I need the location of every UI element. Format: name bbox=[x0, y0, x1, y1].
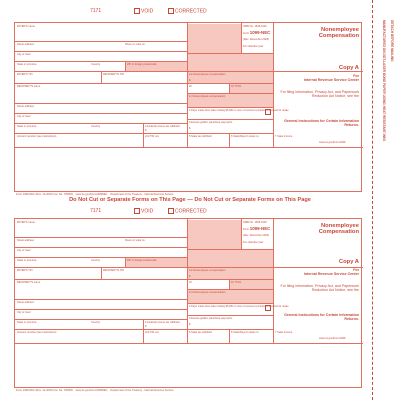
recipient-name-label: RECIPIENT'S name bbox=[17, 85, 41, 88]
box5-label: 5 State tax withheld bbox=[189, 135, 212, 138]
box1b-suffix: 1b TTAS bbox=[231, 85, 241, 88]
country-label: Country bbox=[91, 63, 101, 66]
box3-label-2: 3 Excess golden parachute payments bbox=[189, 317, 233, 320]
void-checkbox-2[interactable]: VOID bbox=[134, 208, 153, 214]
url-text-2: www.irs.gov/Form1099 bbox=[319, 337, 346, 340]
box4-dollar: $ bbox=[145, 129, 147, 132]
instructions-text-2: For filing information, Privacy Act, and Paperwork Reduction Act Notice, see the bbox=[280, 284, 359, 293]
side-manufacture-text: MANUFACTURED ON DOT-LASER BOND PAPER USING HEAT RESISTANT INKS bbox=[382, 20, 386, 142]
box1-label: 1a Nonemployee compensation bbox=[189, 73, 226, 76]
copy-label-2: Copy A bbox=[338, 259, 359, 265]
box2-label-2: 2 Payer made direct sales totaling $5,000 or more of consumer products to recipient for resale bbox=[189, 305, 289, 308]
rev-label-2: (Rev. December 2026) bbox=[243, 234, 270, 237]
corrected-checkbox-2[interactable]: CORRECTED bbox=[168, 208, 207, 214]
state-label-2: State or province bbox=[17, 259, 37, 262]
state-label: State or province bbox=[17, 63, 37, 66]
box1b-label: 1b bbox=[189, 85, 192, 88]
recipient-tin-label: RECIPIENT'S TIN bbox=[103, 73, 124, 76]
corrected-checkbox[interactable]: CORRECTED bbox=[168, 8, 207, 14]
box4-label: 4 Federal income tax withheld bbox=[145, 125, 180, 128]
recipient-tin-label-2: RECIPIENT'S TIN bbox=[103, 269, 124, 272]
form-label: Form 1099-NEC bbox=[243, 30, 271, 35]
box1c-label-2: 1c Nonemployee compensation bbox=[189, 291, 226, 294]
box4-label-2: 4 Federal income tax withheld bbox=[145, 321, 180, 324]
copy-irs: For Internal Revenue Service Center bbox=[303, 74, 359, 83]
box1-dollar: $ bbox=[189, 79, 191, 82]
form-label-2: Form 1099-NEC bbox=[243, 226, 271, 231]
box2-label: 2 Payer made direct sales totaling $5,000 or more of consumer products to recipient for resale bbox=[189, 109, 289, 112]
box7-label-2: 7 State income bbox=[275, 331, 293, 334]
street-label-2: Street address bbox=[17, 239, 34, 242]
general-instructions: General Instructions for Certain Information Returns. bbox=[284, 119, 359, 128]
payer-name-label: PAYER'S name bbox=[17, 25, 35, 28]
fatca-label: 2nd TIN not. bbox=[145, 135, 160, 138]
country-label-2: Country bbox=[91, 259, 101, 262]
fatca-label-2: 2nd TIN not. bbox=[145, 331, 160, 334]
zip-label: ZIP or foreign postal code bbox=[127, 63, 157, 66]
recipient-city-label: City or town bbox=[17, 115, 31, 118]
box6-label: 6 State/Payer's state no. bbox=[231, 135, 260, 138]
url-text: www.irs.gov/Form1099 bbox=[319, 141, 346, 144]
form-title-2: Nonemployee Compensation bbox=[318, 223, 359, 236]
rev-label: (Rev. December 2026) bbox=[243, 38, 270, 41]
instructions-text: For filing information, Privacy Act, and Paperwork Reduction Act Notice, see the bbox=[280, 90, 359, 99]
box1c-label: 1c Nonemployee compensation bbox=[189, 95, 226, 98]
box4-dollar-2: $ bbox=[145, 325, 147, 328]
bottom-form-line: Form 1099-NEC (Rev. 12-2026) Cat. No. 72590N www.irs.gov/Form1099NEC Department of the Treasury - Internal Revenue Service bbox=[16, 193, 174, 196]
payer-tin-label-2: PAYER'S TIN bbox=[17, 269, 33, 272]
form-title: Nonemployee Compensation bbox=[318, 27, 359, 40]
zip-label-2: ZIP or foreign postal code bbox=[127, 259, 157, 262]
box1-dollar-2: $ bbox=[189, 275, 191, 278]
city-label: City or town bbox=[17, 53, 31, 56]
void-checkbox[interactable]: VOID bbox=[134, 8, 153, 14]
city-label-2: City or town bbox=[17, 249, 31, 252]
room-label: Room or suite no. bbox=[125, 43, 146, 46]
recipient-state-label-2: State or province bbox=[17, 321, 37, 324]
payer-tin-label: PAYER'S TIN bbox=[17, 73, 33, 76]
box5-label-2: 5 State tax withheld bbox=[189, 331, 212, 334]
bottom-form-line-2: Form 1099-NEC (Rev. 12-2026) Cat. No. 72590N www.irs.gov/Form1099NEC Department of the Treasury - Internal Revenue Service bbox=[16, 389, 174, 392]
box2-checkbox[interactable] bbox=[265, 109, 271, 115]
box6-label-2: 6 State/Payer's state no. bbox=[231, 331, 260, 334]
perforation-line bbox=[372, 0, 373, 400]
box3-dollar-2: $ bbox=[189, 323, 191, 326]
box3-dollar: $ bbox=[189, 127, 191, 130]
recipient-street-label: Street address bbox=[17, 105, 34, 108]
recipient-country-label: Country bbox=[91, 125, 101, 128]
form-box-top bbox=[14, 22, 362, 192]
box1b-label-2: 1b bbox=[189, 281, 192, 284]
box2-checkbox-2[interactable] bbox=[265, 305, 271, 311]
payer-name-label-2: PAYER'S name bbox=[17, 221, 35, 224]
form-box-bottom bbox=[14, 218, 362, 388]
box3-label: 3 Excess golden parachute payments bbox=[189, 121, 233, 124]
recipient-name-label-2: RECIPIENT'S name bbox=[17, 281, 41, 284]
recipient-state-label: State or province bbox=[17, 125, 37, 128]
cut-warning-text: Do Not Cut or Separate Forms on This Page — Do Not Cut or Separate Forms on This Page bbox=[69, 197, 311, 203]
recipient-country-label-2: Country bbox=[91, 321, 101, 324]
calendar-label-2: For calendar year bbox=[243, 241, 264, 244]
copy-label: Copy A bbox=[338, 65, 359, 71]
copy-irs-2: For Internal Revenue Service Center bbox=[303, 268, 359, 277]
account-label-2: Account number (see instructions) bbox=[17, 331, 57, 334]
box1b-suffix-2: 1b TTAS bbox=[231, 281, 241, 284]
side-detach-text: DETACH BEFORE MAILING bbox=[390, 20, 394, 62]
recipient-city-label-2: City or town bbox=[17, 311, 31, 314]
account-label: Account number (see instructions) bbox=[17, 135, 57, 138]
side-text-column-2 bbox=[388, 20, 396, 250]
general-instructions-2: General Instructions for Certain Information Returns. bbox=[284, 313, 359, 322]
box7-label: 7 State income bbox=[275, 135, 293, 138]
street-label: Street address bbox=[17, 43, 34, 46]
form-code: 7171 bbox=[90, 8, 102, 14]
recipient-street-label-2: Street address bbox=[17, 301, 34, 304]
room-label-2: Room or suite no. bbox=[125, 239, 146, 242]
side-text-column bbox=[380, 20, 388, 250]
calendar-label: For calendar year bbox=[243, 45, 264, 48]
omb-label: OMB No. 1545-0116 bbox=[243, 25, 267, 28]
omb-label-2: OMB No. 1545-0116 bbox=[243, 221, 267, 224]
box1-label-2: 1a Nonemployee compensation bbox=[189, 269, 226, 272]
form-code-2: 7171 bbox=[90, 208, 102, 214]
